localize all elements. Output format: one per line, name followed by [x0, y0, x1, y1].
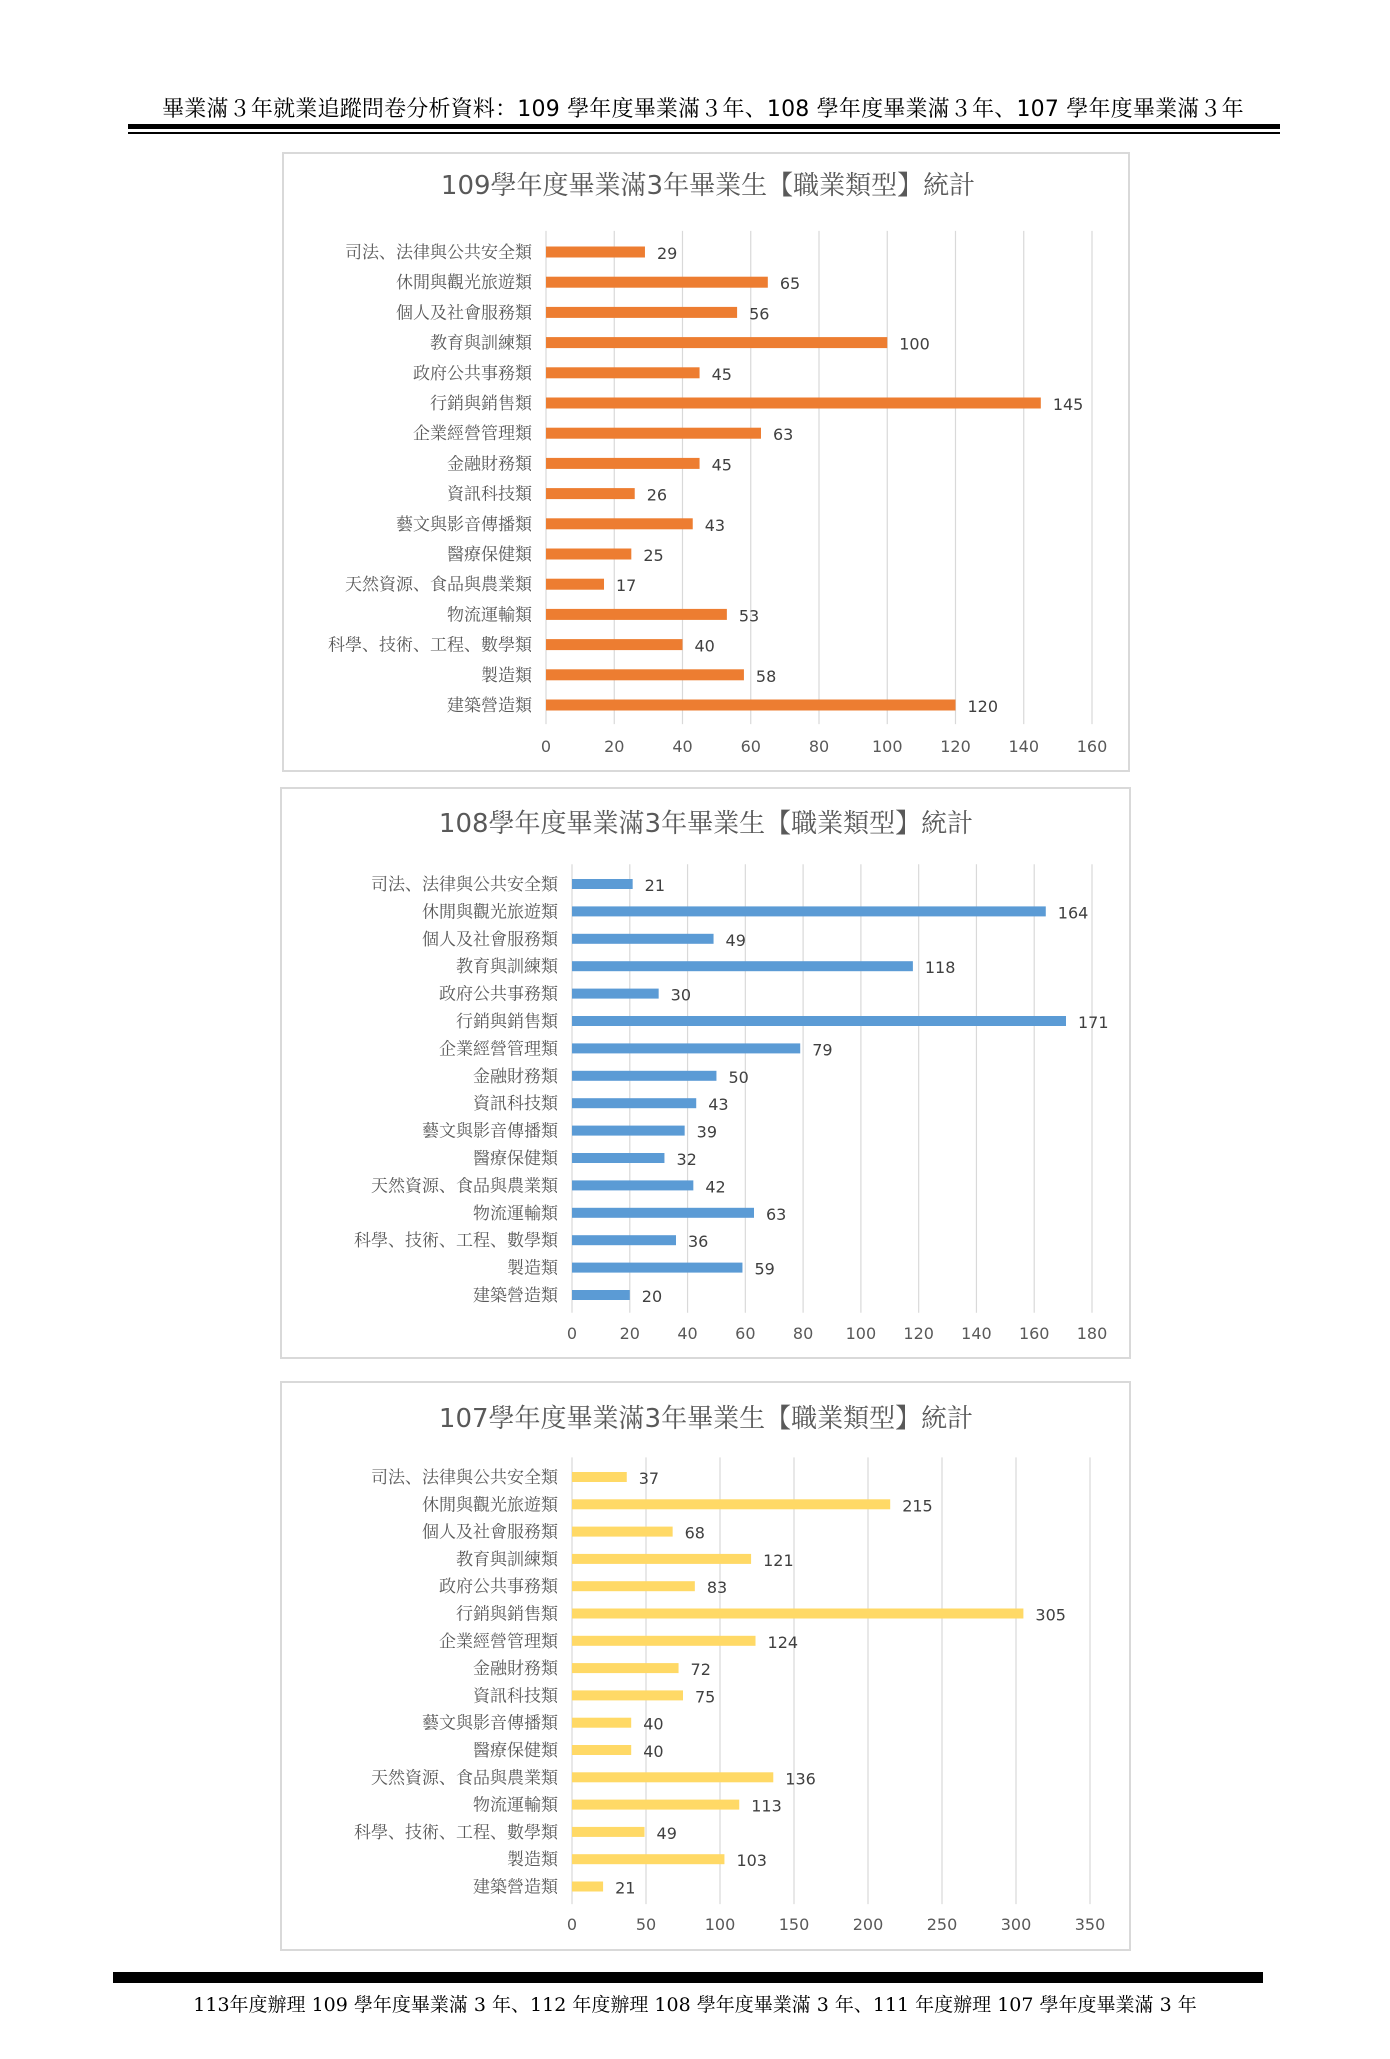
category-label: 個人及社會服務類 — [422, 929, 558, 950]
category-label: 個人及社會服務類 — [422, 1522, 558, 1543]
category-label: 教育與訓練類 — [456, 1549, 558, 1570]
chart-107-svg — [282, 1383, 1133, 1953]
category-label: 金融財務類 — [447, 454, 532, 475]
category-label: 企業經營管理類 — [439, 1039, 558, 1060]
bar — [572, 1882, 603, 1892]
category-label: 藝文與影音傳播類 — [396, 514, 532, 535]
category-label: 天然資源、食品與農業類 — [371, 1176, 558, 1197]
category-label: 司法、法律與公共安全類 — [371, 875, 558, 895]
bar — [546, 247, 645, 258]
x-tick-label: 20 — [619, 1324, 640, 1343]
data-label: 39 — [696, 1122, 718, 1142]
bar — [572, 1581, 695, 1591]
bar — [546, 458, 700, 469]
data-label: 40 — [643, 1742, 664, 1761]
data-label: 305 — [1035, 1605, 1066, 1625]
chart-title: 109學年度畢業滿3年畢業生【職業類型】統計 — [440, 171, 976, 201]
chart-109 — [282, 152, 1130, 772]
bar — [546, 639, 683, 650]
data-label: 20 — [641, 1287, 663, 1306]
data-label: 63 — [772, 425, 794, 445]
category-label: 教育與訓練類 — [456, 957, 558, 978]
category-label: 休閒與觀光旅遊類 — [422, 902, 558, 923]
header-rule-thin — [128, 132, 1280, 134]
bar — [572, 1263, 742, 1273]
bar — [572, 1609, 1023, 1619]
bar — [572, 1772, 773, 1782]
data-label: 72 — [690, 1660, 711, 1680]
data-label: 68 — [684, 1523, 705, 1543]
data-label: 145 — [1052, 395, 1084, 414]
category-label: 企業經營管理類 — [413, 424, 532, 445]
x-tick-label: 120 — [940, 737, 971, 756]
bar — [546, 367, 700, 378]
bar — [572, 1098, 696, 1108]
category-label: 資訊科技類 — [473, 1094, 558, 1115]
x-tick-label: 80 — [808, 737, 830, 756]
data-label: 21 — [615, 1878, 636, 1898]
chart-109-svg — [284, 154, 1132, 774]
header-rule-thick — [128, 124, 1280, 129]
data-label: 45 — [711, 455, 732, 475]
bar — [546, 277, 768, 288]
chart-108 — [280, 787, 1131, 1359]
footer-text: 113年度辦理 109 學年度畢業滿 3 年、112 年度辦理 108 學年度畢業滿 3 年、111 年度辦理 107 學年度畢業滿 3 年 — [193, 1994, 1197, 2016]
chart-107 — [280, 1381, 1131, 1951]
x-tick-label: 0 — [566, 1324, 578, 1343]
data-label: 59 — [754, 1259, 775, 1279]
data-label: 49 — [656, 1823, 677, 1843]
data-label: 65 — [779, 274, 801, 294]
x-tick-label: 0 — [540, 737, 552, 756]
category-label: 休閒與觀光旅遊類 — [396, 273, 532, 294]
category-label: 製造類 — [507, 1850, 558, 1871]
category-label: 科學、技術、工程、數學類 — [354, 1231, 558, 1252]
x-tick-label: 350 — [1074, 1915, 1106, 1934]
bar — [572, 1208, 754, 1218]
x-tick-label: 100 — [845, 1324, 877, 1343]
category-label: 天然資源、食品與農業類 — [371, 1768, 558, 1789]
data-label: 25 — [643, 546, 664, 565]
data-label: 75 — [695, 1687, 716, 1707]
data-label: 30 — [670, 985, 692, 1005]
x-tick-label: 200 — [852, 1915, 884, 1934]
bar — [572, 906, 1046, 916]
bar — [572, 1854, 724, 1864]
x-tick-label: 120 — [903, 1324, 934, 1343]
category-label: 製造類 — [507, 1258, 558, 1279]
x-tick-label: 40 — [677, 1324, 698, 1343]
bar — [572, 1800, 739, 1810]
x-tick-label: 300 — [1000, 1915, 1032, 1934]
category-label: 建築營造類 — [473, 1877, 558, 1898]
data-label: 43 — [708, 1095, 729, 1115]
bar — [546, 518, 693, 529]
bar — [572, 1718, 631, 1728]
category-label: 科學、技術、工程、數學類 — [354, 1822, 558, 1843]
category-label: 司法、法律與公共安全類 — [345, 243, 532, 263]
bar — [546, 549, 631, 560]
page-header-title: 畢業滿３年就業追蹤問卷分析資料：109 學年度畢業滿３年、108 學年度畢業滿３年、107 學年度畢業滿３年 — [162, 97, 1244, 122]
data-label: 79 — [812, 1040, 833, 1060]
bar — [546, 398, 1041, 409]
data-label: 21 — [644, 876, 666, 895]
bar — [572, 1180, 693, 1190]
category-label: 個人及社會服務類 — [396, 303, 532, 324]
bar — [572, 1472, 627, 1482]
data-label: 36 — [688, 1232, 709, 1252]
category-label: 行銷與銷售類 — [456, 1012, 558, 1032]
x-tick-label: 100 — [871, 737, 903, 756]
category-label: 企業經營管理類 — [439, 1631, 558, 1652]
data-label: 171 — [1078, 1013, 1109, 1032]
category-label: 醫療保健類 — [473, 1741, 558, 1761]
data-label: 43 — [704, 515, 726, 535]
x-tick-label: 40 — [672, 737, 693, 756]
category-label: 藝文與影音傳播類 — [422, 1121, 558, 1142]
data-label: 83 — [706, 1578, 728, 1598]
data-label: 118 — [924, 958, 956, 978]
x-tick-label: 100 — [704, 1915, 736, 1934]
bar — [572, 1499, 890, 1509]
data-label: 53 — [738, 606, 760, 626]
bar — [546, 579, 604, 590]
category-label: 金融財務類 — [473, 1659, 558, 1680]
category-label: 政府公共事務類 — [413, 363, 532, 384]
chart-108-svg — [282, 789, 1133, 1361]
data-label: 42 — [705, 1177, 726, 1197]
bar — [572, 1827, 645, 1837]
category-label: 科學、技術、工程、數學類 — [328, 635, 532, 656]
data-label: 103 — [736, 1851, 767, 1871]
bar — [572, 1554, 751, 1564]
data-label: 58 — [755, 666, 777, 686]
x-tick-label: 20 — [604, 737, 625, 756]
bar — [572, 961, 913, 971]
x-tick-label: 140 — [961, 1324, 992, 1343]
data-label: 49 — [725, 930, 746, 950]
x-tick-label: 160 — [1018, 1324, 1050, 1343]
x-tick-label: 0 — [566, 1915, 578, 1934]
category-label: 建築營造類 — [473, 1286, 558, 1306]
data-label: 164 — [1057, 903, 1089, 923]
category-label: 行銷與銷售類 — [430, 394, 532, 414]
x-tick-label: 60 — [735, 1324, 756, 1343]
data-label: 50 — [728, 1067, 749, 1087]
x-tick-label: 140 — [1008, 737, 1040, 756]
bar — [572, 934, 714, 944]
x-tick-label: 180 — [1076, 1324, 1108, 1343]
bar — [546, 428, 761, 439]
category-label: 休閒與觀光旅遊類 — [422, 1495, 558, 1516]
category-label: 金融財務類 — [473, 1066, 558, 1087]
bar — [546, 337, 887, 348]
bar — [572, 989, 659, 999]
data-label: 26 — [646, 485, 668, 505]
bar — [572, 1235, 676, 1245]
category-label: 資訊科技類 — [473, 1686, 558, 1707]
bar — [572, 1071, 716, 1081]
data-label: 45 — [711, 364, 732, 384]
bar — [572, 879, 633, 889]
data-label: 63 — [766, 1204, 787, 1224]
bar — [572, 1663, 679, 1673]
data-label: 136 — [785, 1769, 816, 1789]
x-tick-label: 150 — [778, 1915, 810, 1934]
x-tick-label: 80 — [792, 1324, 814, 1343]
category-label: 製造類 — [481, 665, 532, 686]
category-label: 物流運輸類 — [473, 1795, 558, 1816]
bar — [572, 1043, 800, 1053]
category-label: 行銷與銷售類 — [456, 1604, 558, 1625]
data-label: 40 — [643, 1714, 664, 1734]
bar — [572, 1016, 1066, 1026]
bar — [546, 669, 744, 680]
x-tick-label: 250 — [926, 1915, 958, 1934]
data-label: 29 — [656, 244, 678, 263]
category-label: 物流運輸類 — [473, 1203, 558, 1224]
bar — [572, 1745, 631, 1755]
category-label: 政府公共事務類 — [439, 1577, 558, 1598]
category-label: 天然資源、食品與農業類 — [345, 575, 532, 596]
bar — [572, 1527, 673, 1537]
category-label: 資訊科技類 — [447, 484, 532, 505]
data-label: 100 — [899, 334, 930, 354]
bar — [572, 1153, 664, 1163]
bar — [572, 1290, 630, 1300]
chart-title: 108學年度畢業滿3年畢業生【職業類型】統計 — [438, 809, 974, 839]
category-label: 物流運輸類 — [447, 605, 532, 626]
bar — [546, 307, 737, 318]
x-tick-label: 160 — [1076, 737, 1108, 756]
category-label: 建築營造類 — [447, 696, 532, 716]
category-label: 教育與訓練類 — [430, 333, 532, 354]
bar — [572, 1126, 685, 1136]
chart-title: 107學年度畢業滿3年畢業生【職業類型】統計 — [438, 1404, 974, 1434]
bar — [546, 700, 956, 711]
bar — [572, 1636, 756, 1646]
category-label: 藝文與影音傳播類 — [422, 1713, 558, 1734]
bar — [572, 1690, 683, 1700]
x-tick-label: 60 — [740, 737, 761, 756]
data-label: 17 — [616, 576, 637, 596]
category-label: 醫療保健類 — [473, 1149, 558, 1169]
data-label: 37 — [638, 1469, 660, 1488]
data-label: 124 — [767, 1632, 799, 1652]
data-label: 121 — [763, 1550, 794, 1570]
bar — [546, 609, 727, 620]
footer-rule — [113, 1972, 1263, 1983]
data-label: 120 — [967, 697, 999, 716]
bar — [546, 488, 635, 499]
data-label: 32 — [676, 1150, 697, 1169]
category-label: 政府公共事務類 — [439, 984, 558, 1005]
category-label: 醫療保健類 — [447, 545, 532, 565]
x-tick-label: 50 — [635, 1915, 657, 1934]
data-label: 56 — [749, 304, 770, 324]
data-label: 113 — [751, 1796, 782, 1816]
data-label: 215 — [902, 1496, 933, 1516]
category-label: 司法、法律與公共安全類 — [371, 1468, 558, 1488]
data-label: 40 — [694, 636, 715, 656]
